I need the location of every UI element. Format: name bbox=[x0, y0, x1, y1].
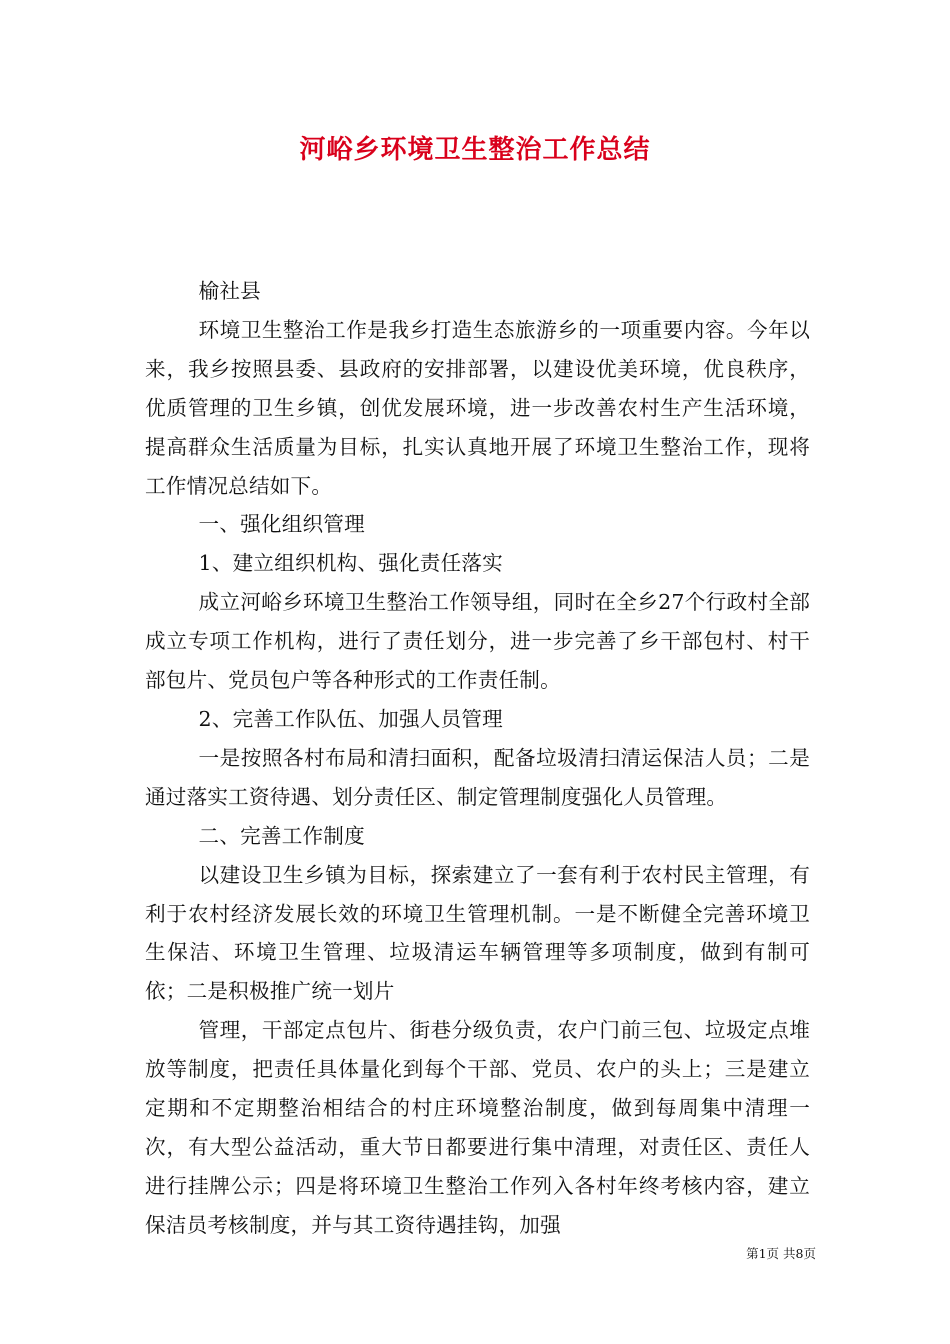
heading-subsection-1-1: 1、建立组织机构、强化责任落实 bbox=[198, 551, 503, 576]
paragraph-organization: 成立河峪乡环境卫生整治工作领导组，同时在全乡27个行政村全部成立专项工作机构，进行了责任划分，进一步完善了乡干部包村、村干部包片、党员包户等各种形式的工作责任制。 bbox=[145, 590, 810, 693]
paragraph-system: 以建设卫生乡镇为目标，探索建立了一套有利于农村民主管理，有利于农村经济发展长效的环境卫生管理机制。一是不断健全完善环境卫生保洁、环境卫生管理、垃圾清运车辆管理等多项制度，做到有制可依；二是积极推广统一划片 bbox=[145, 862, 810, 1004]
document-title: 河峪乡环境卫生整治工作总结 bbox=[299, 135, 651, 165]
heading-subsection-1-2: 2、完善工作队伍、加强人员管理 bbox=[198, 706, 503, 731]
paragraph-intro: 环境卫生整治工作是我乡打造生态旅游乡的一项重要内容。今年以来，我乡按照县委、县政府的安排部署，以建设优美环境，优良秩序，优质管理的卫生乡镇，创优发展环境，进一步改善农村生产生活环境，提高群众生活质量为目标，扎实认真地开展了环境卫生整治工作，现将工作情况总结如下。 bbox=[145, 317, 810, 498]
document-body bbox=[145, 272, 810, 1245]
paragraph-staffing: 一是按照各村布局和清扫面积，配备垃圾清扫清运保洁人员；二是通过落实工资待遇、划分责任区、制定管理制度强化人员管理。 bbox=[145, 745, 810, 809]
page-number: 第1页 共8页 bbox=[746, 1246, 816, 1261]
heading-section-1: 一、强化组织管理 bbox=[198, 512, 365, 537]
heading-section-2: 二、完善工作制度 bbox=[198, 823, 365, 848]
paragraph-management: 管理，干部定点包片、街巷分级负责，农户门前三包、垃圾定点堆放等制度，把责任具体量化到每个干部、党员、农户的头上；三是建立定期和不定期整治相结合的村庄环境整治制度，做到每周集中清理一次，有大型公益活动，重大节日都要进行集中清理，对责任区、责任人进行挂牌公示；四是将环境卫生整治工作列入各村年终考核内容，建立保洁员考核制度，并与其工资待遇挂钩，加强 bbox=[145, 1018, 810, 1237]
paragraph-county: 榆社县 bbox=[198, 279, 261, 303]
